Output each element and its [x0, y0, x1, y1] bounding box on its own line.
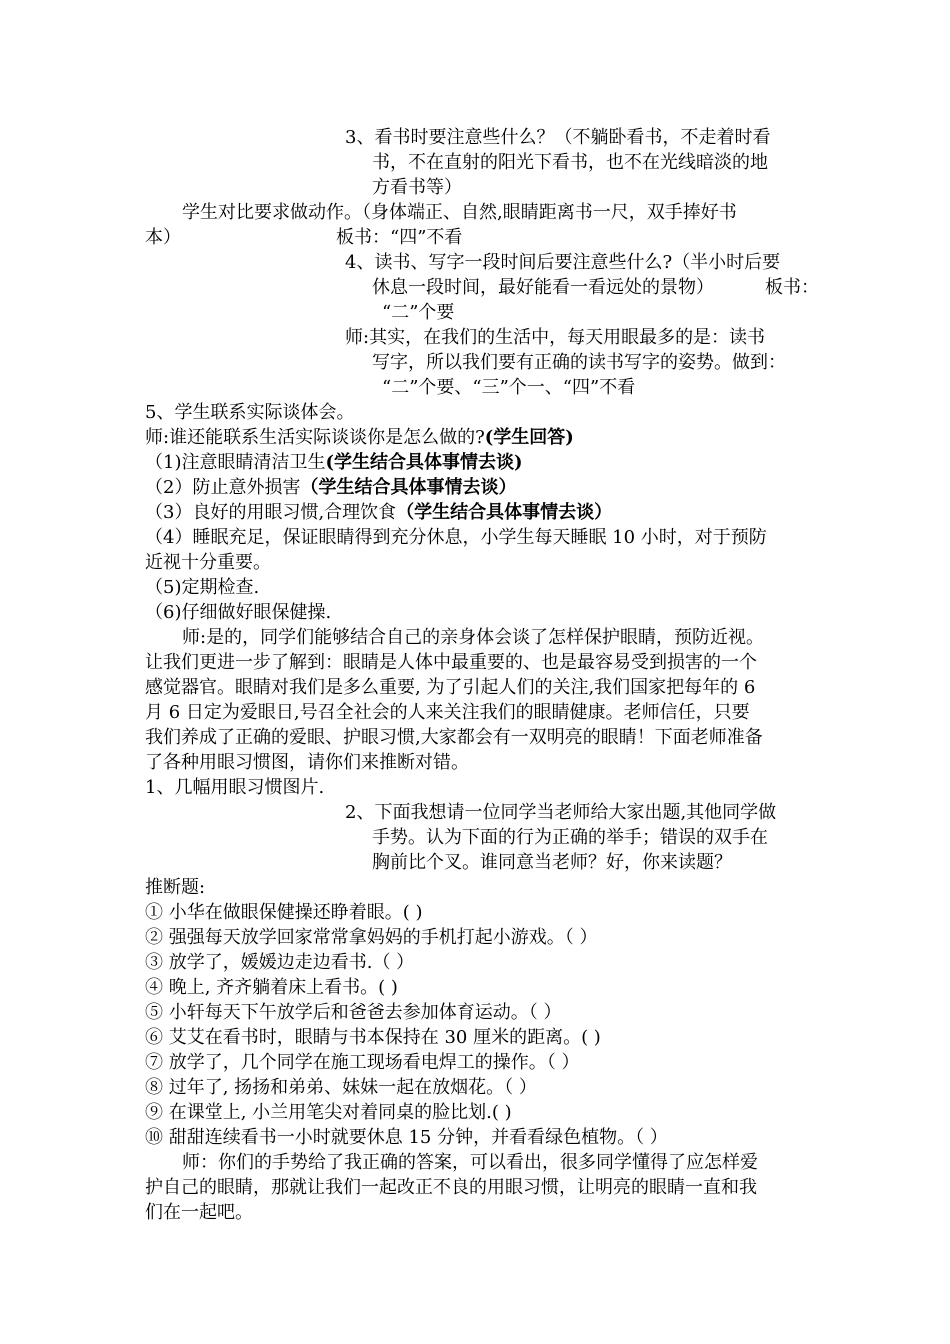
judgement-title: 推断题: [145, 877, 206, 898]
teacher-paragraph-line-1: 师:是的，同学们能够结合自己的亲身体会谈了怎样保护眼睛，预防近视。 [182, 627, 765, 648]
teacher-remark-line-3: “二”个要、“三”个一、“四”不看 [382, 377, 636, 398]
question-3-line-2: 书，不在直射的阳光下看书，也不在光线暗淡的地 [372, 152, 768, 173]
question-4-line-1: 4、读书、写字一段时间后要注意些什么?（半小时后要 [345, 252, 781, 273]
judgement-item-4: ④ 晚上, 齐齐躺着床上看书。( ) [145, 977, 398, 998]
list-item-3: （3）良好的用眼习惯,合理饮食（学生结合具体事情去谈） [145, 502, 613, 523]
question-4-line-3: “二”个要 [382, 302, 455, 323]
teacher-remark-line-1: 师:其实，在我们的生活中，每天用眼最多的是：读书 [345, 327, 766, 348]
teacher-paragraph-line-5: 我们养成了正确的爱眼、护眼习惯,大家都会有一双明亮的眼睛！下面老师准备 [145, 727, 763, 748]
list-item-2: （2）防止意外损害（学生结合具体事情去谈） [145, 477, 517, 498]
question-3-line-3: 方看书等） [372, 177, 462, 198]
list-item-5: （5)定期检查. [145, 577, 260, 598]
list-item-4-line-1: （4）睡眠充足，保证眼睛得到充分休息，小学生每天睡眠 10 小时，对于预防 [145, 527, 767, 548]
closing-line-3: 们在一起吧。 [145, 1202, 253, 1223]
judgement-item-8: ⑧ 过年了, 扬扬和弟弟、妹妹一起在放烟花。（ ） [145, 1077, 537, 1098]
judgement-item-10: ⑩ 甜甜连续看书一小时就要休息 15 分钟，并看看绿色植物。（ ） [145, 1127, 668, 1148]
closing-line-1: 师：你们的手势给了我正确的答案，可以看出，很多同学懂得了应怎样爱 [182, 1152, 758, 1173]
list-item-1: （1)注意眼睛清洁卫生(学生结合具体事情去谈) [145, 452, 523, 473]
teacher-remark-line-2: 写字，所以我们要有正确的读书写字的姿势。做到： [372, 352, 786, 373]
question-3-line-1: 3、看书时要注意些什么？（不躺卧看书，不走着时看 [345, 127, 771, 148]
teacher-paragraph-line-4: 月 6 日定为爱眼日,号召全社会的人来关注我们的眼睛健康。老师信任，只要 [145, 702, 750, 723]
closing-line-2: 护自己的眼睛，那就让我们一起改正不良的用眼习惯，让明亮的眼睛一直和我 [145, 1177, 757, 1198]
pictures-step: 1、几幅用眼习惯图片. [145, 777, 325, 798]
step-2-line-1: 2、下面我想请一位同学当老师给大家出题,其他同学做 [345, 802, 777, 823]
list-item-4-line-2: 近视十分重要。 [145, 552, 271, 573]
judgement-item-6: ⑥ 艾艾在看书时，眼睛与书本保持在 30 厘米的距离。( ) [145, 1027, 601, 1048]
teacher-paragraph-line-2: 让我们更进一步了解到：眼睛是人体中最重要的、也是最容易受到损害的一个 [145, 652, 757, 673]
judgement-item-5: ⑤ 小轩每天下午放学后和爸爸去参加体育运动。（ ） [145, 1002, 562, 1023]
judgement-item-7: ⑦ 放学了，几个同学在施工现场看电焊工的操作。（ ） [145, 1052, 580, 1073]
step-2-line-3: 胸前比个叉。谁同意当老师？好，你来读题？ [372, 852, 732, 873]
judgement-item-2: ② 强强每天放学回家常常拿妈妈的手机打起小游戏。（ ） [145, 927, 598, 948]
teacher-paragraph-line-6: 了各种用眼习惯图，请你们来推断对错。 [145, 752, 469, 773]
board-note-label: 板书： [765, 277, 819, 298]
teacher-paragraph-line-3: 感觉器官。眼睛对我们是多么重要, 为了引起人们的关注,我们国家把每年的 6 [145, 677, 756, 698]
judgement-item-3: ③ 放学了，媛媛边走边看书.（ ） [145, 952, 415, 973]
teacher-question: 师:谁还能联系生活实际谈谈你是怎么做的?(学生回答) [145, 427, 574, 448]
student-action-line-1: 学生对比要求做动作。（身体端正、自然,眼睛距离书一尺，双手捧好书 [182, 202, 737, 223]
list-item-6: （6)仔细做好眼保健操. [145, 602, 332, 623]
board-note-four: 板书：“四”不看 [336, 227, 463, 248]
step-5: 5、学生联系实际谈体会。 [145, 402, 355, 423]
judgement-item-9: ⑨ 在课堂上, 小兰用笔尖对着同桌的脸比划.( ) [145, 1102, 512, 1123]
student-action-line-2: 本） [145, 227, 181, 248]
judgement-item-1: ① 小华在做眼保健操还睁着眼。( ) [145, 902, 423, 923]
question-4-line-2: 休息一段时间，最好能看一看远处的景物） [372, 277, 714, 298]
step-2-line-2: 手势。认为下面的行为正确的举手；错误的双手在 [372, 827, 768, 848]
